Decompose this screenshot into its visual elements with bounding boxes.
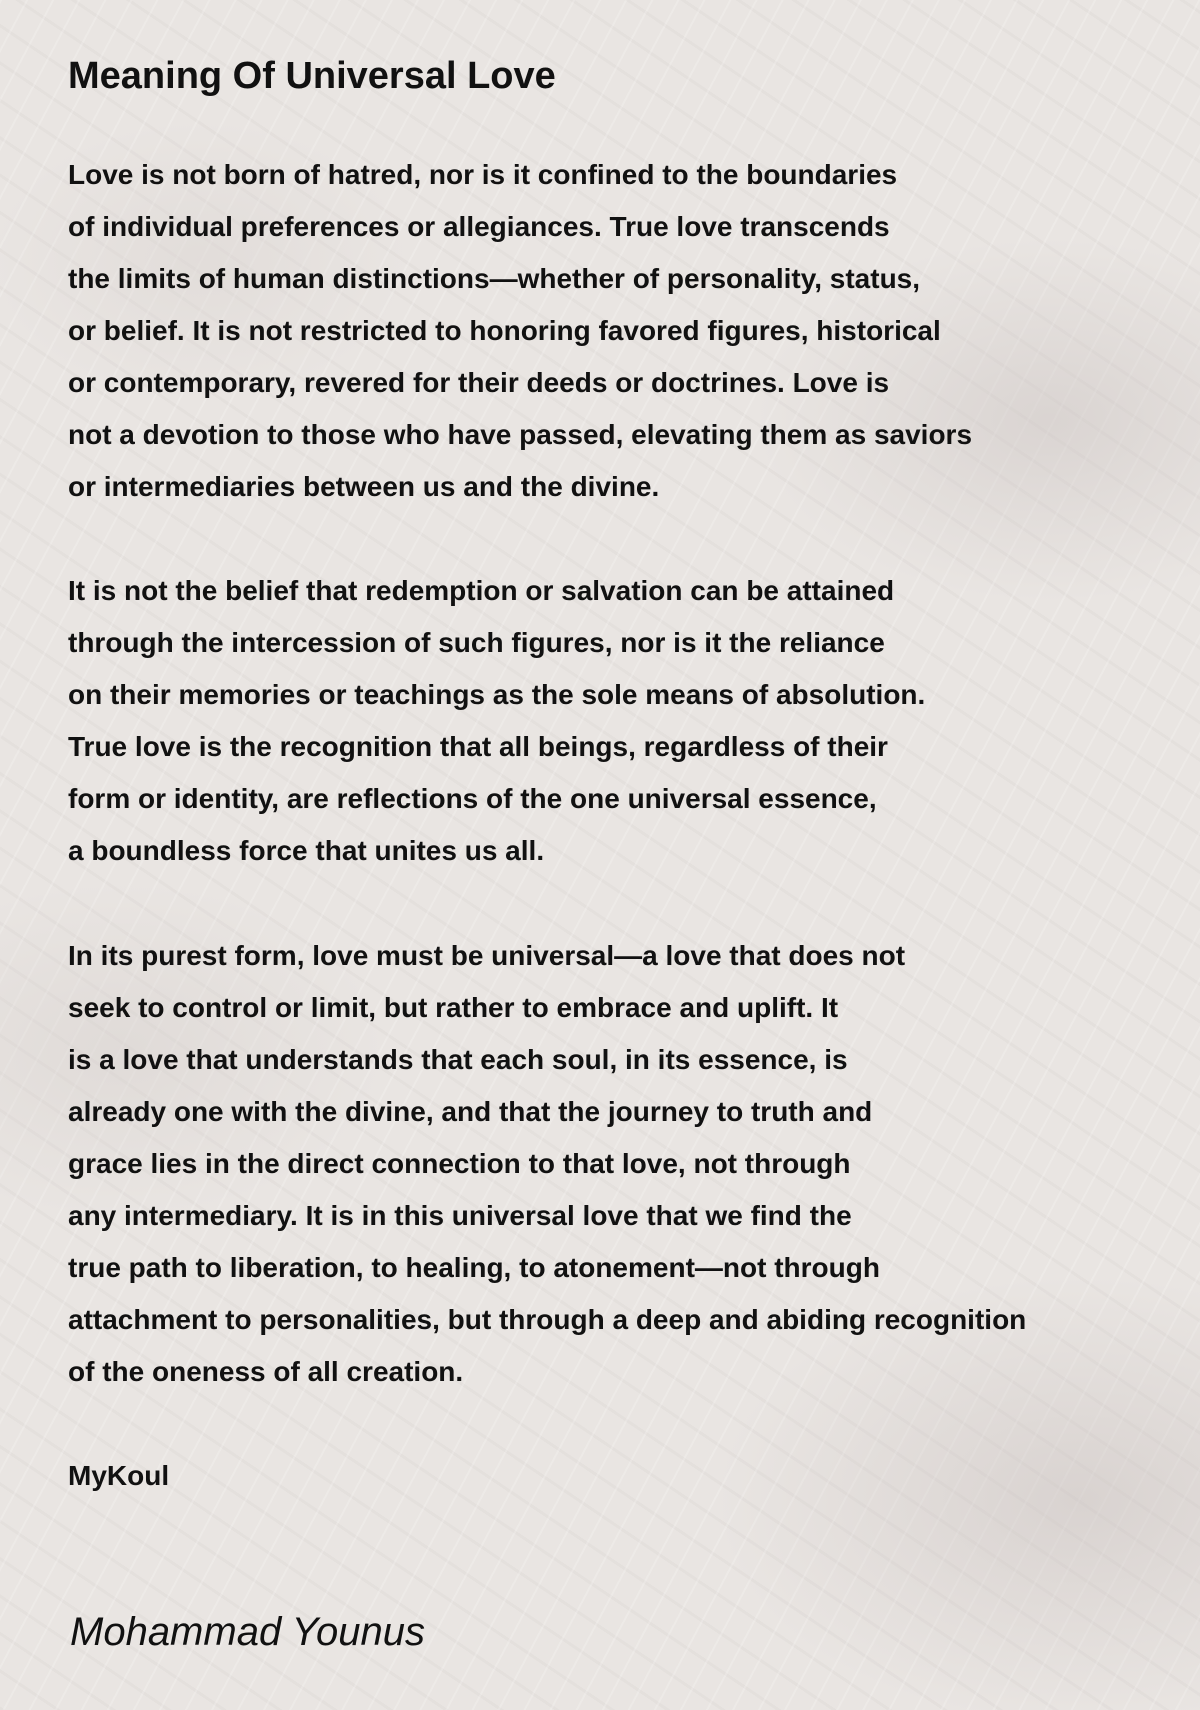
poem-line: or belief. It is not restricted to honoring favored figures, historical: [68, 315, 941, 346]
poem-line: In its purest form, love must be universal—a love that does not: [68, 940, 906, 971]
poem-line: True love is the recognition that all beings, regardless of their: [68, 731, 888, 762]
poem-line: the limits of human distinctions—whether of personality, status,: [68, 263, 921, 294]
poem-line: or contemporary, revered for their deeds or doctrines. Love is: [68, 367, 890, 398]
poem-line: already one with the divine, and that the journey to truth and: [68, 1096, 873, 1127]
poem-line: of the oneness of all creation.: [68, 1356, 464, 1387]
poem-line: of individual preferences or allegiances. True love transcends: [68, 211, 890, 242]
poem-line: It is not the belief that redemption or salvation can be attained: [68, 575, 895, 606]
poem-line: grace lies in the direct connection to that love, not through: [68, 1148, 851, 1179]
poem-title: Meaning Of Universal Love: [68, 55, 556, 97]
stanza-1: [68, 149, 972, 513]
stanza-2: [68, 565, 925, 877]
poem-line: through the intercession of such figures, nor is it the reliance: [68, 627, 885, 658]
poem-line: any intermediary. It is in this universal love that we find the: [68, 1200, 852, 1231]
author-name: Mohammad Younus: [70, 1610, 426, 1654]
poem-line: seek to control or limit, but rather to embrace and uplift. It: [68, 992, 839, 1023]
poem-line: Love is not born of hatred, nor is it confined to the boundaries: [68, 159, 898, 190]
poem-line: form or identity, are reflections of the one universal essence,: [68, 783, 877, 814]
poem-line: is a love that understands that each soul, in its essence, is: [68, 1044, 848, 1075]
poem-line: or intermediaries between us and the divine.: [68, 471, 660, 502]
poem-line: on their memories or teachings as the sole means of absolution.: [68, 679, 926, 710]
stanza-3: [68, 930, 1026, 1398]
poem-line: not a devotion to those who have passed, elevating them as saviors: [68, 419, 973, 450]
poem-line: a boundless force that unites us all.: [68, 835, 545, 866]
poem-signature: MyKoul: [68, 1460, 170, 1491]
poem-line: attachment to personalities, but through a deep and abiding recognition: [68, 1304, 1027, 1335]
poem-line: true path to liberation, to healing, to atonement—not through: [68, 1252, 880, 1283]
